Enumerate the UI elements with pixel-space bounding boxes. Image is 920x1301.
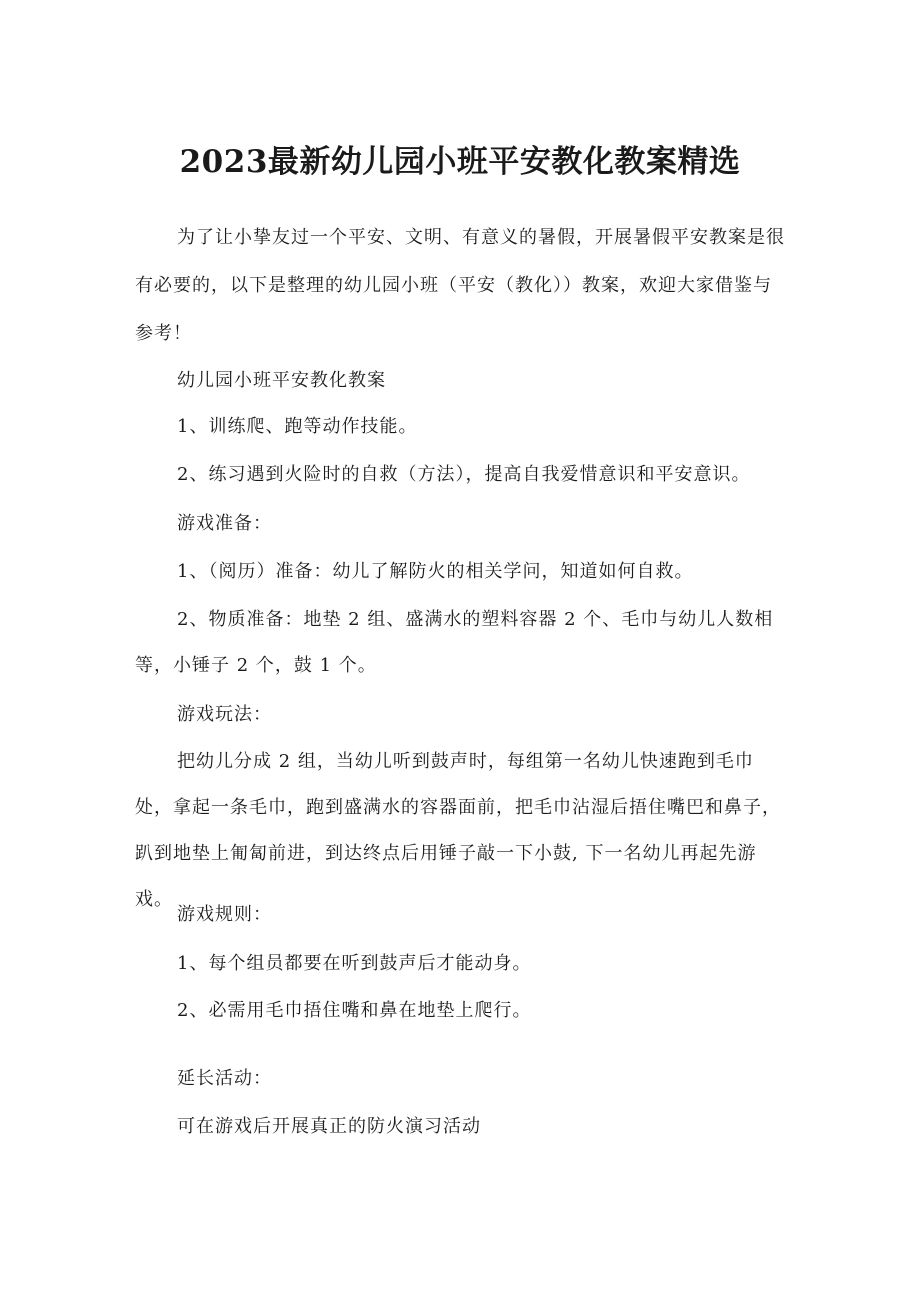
prep-item-2: 2、物质准备：地垫 2 组、盛满水的塑料容器 2 个、毛巾与幼儿人数相等，小锤子 2 个，鼓 1 个。 (135, 609, 774, 676)
play-paragraph: 把幼儿分成 2 组，当幼儿听到鼓声时，每组第一名幼儿快速跑到毛巾处，拿起一条毛巾，跑到盛满水的容器面前，把毛巾沾湿后捂住嘴巴和鼻子，趴到地垫上匍匐前进，到达终点后用锤子敲一下小鼓, 下一名幼儿再起先游戏。 (135, 751, 781, 910)
extend-heading: 延长活动： (177, 1068, 272, 1089)
goal-item-1: 1、训练爬、跑等动作技能。 (177, 416, 418, 437)
document-title: 2023最新幼儿园小班平安教化教案精选 (179, 144, 741, 180)
section-heading: 幼儿园小班平安教化教案 (177, 370, 386, 391)
rule-item-1: 1、每个组员都要在听到鼓声后才能动身。 (177, 953, 532, 974)
intro-paragraph: 为了让小挚友过一个平安、文明、有意义的暑假，开展暑假平安教案是很有必要的，以下是整理的幼儿园小班（平安（教化））教案，欢迎大家借鉴与参考！ (135, 227, 785, 344)
goal-item-2: 2、练习遇到火险时的自救（方法），提高自我爱惜意识和平安意识。 (177, 464, 751, 485)
extend-text: 可在游戏后开展真正的防火演习活动 (177, 1116, 481, 1137)
play-heading: 游戏玩法： (177, 704, 272, 725)
prep-heading: 游戏准备： (177, 513, 272, 534)
prep-item-1: 1、（阅历）准备：幼儿了解防火的相关学问，知道如何自救。 (177, 561, 694, 582)
rules-heading: 游戏规则： (177, 904, 272, 925)
rule-item-2: 2、必需用毛巾捂住嘴和鼻在地垫上爬行。 (177, 1000, 532, 1021)
